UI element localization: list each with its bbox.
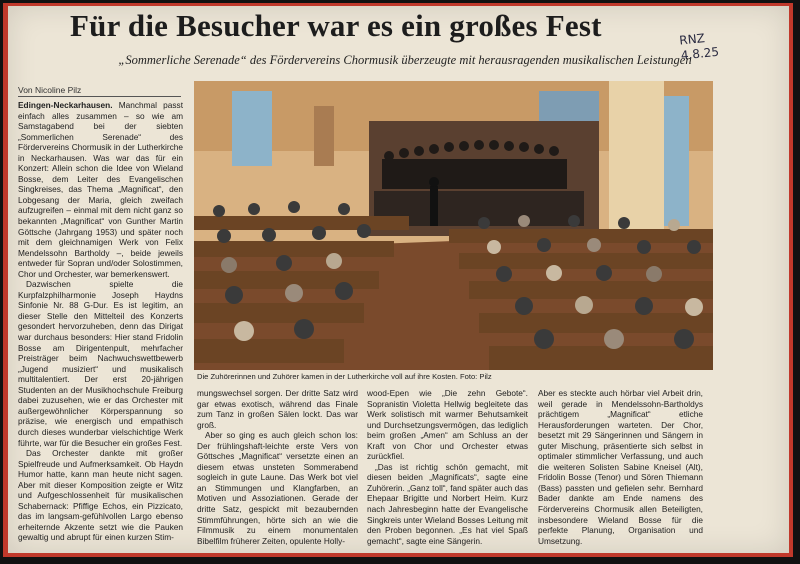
- paragraph-1-text: Manchmal passt einfach alles zusammen – so wie am Samstagabend bei der siebten „Sommerlichen Serenade“ des Fördervereins Chormusik in der Lutherkirche in Neckarhausen. Was war das für ein Konzert: Allein schon die Idee von Wieland Bosse, dem Leiter des Evangelischen Singkreises, das Thema „Magnificat“, den Lobgesang der Maria, gleich zweifach aufzugreifen – einmal mit dem nicht ganz so bekannten „Magnificat“ von Gunther Martin Göttsche (Jahrgang 1953) und später noch mit dem gleichnamigen Werk von Felix Mendelssohn Bartholdy –, beide jeweils entweder für Sopran und/oder Solostimmen, Chor und Orchester, war bemerkenswert.: [18, 100, 183, 279]
- photo-caption: Die Zuhörerinnen und Zuhörer kamen in der Lutherkirche voll auf ihre Kosten. Foto: Pilz: [197, 372, 492, 381]
- byline-rule: [18, 96, 181, 97]
- photo-pillar-left: [314, 106, 334, 166]
- dateline: Edingen-Neckarhausen.: [18, 100, 113, 110]
- paragraph-3: Das Orchester dankte mit großer Spielfreude und Aufmerksamkeit. Ob Haydn Humor hatte, kann man heute nicht sagen. Aber mit dieser Komposition zeigte er Witz und Aufgeschlossenheit für musikalischen Schabernack: Pfiffige Echos, ein Pizzicato, das im langsam-gefühlvollen Largo ebenso erheiternde Akzente setzt wie die Pauken gewaltig und abrupt für einen kurzen Stim-: [18, 448, 183, 543]
- photo-conductor: [430, 186, 438, 226]
- photo-pillar-right: [609, 81, 664, 241]
- handwritten-date: 4.8.25: [680, 44, 720, 63]
- concert-photo: [194, 81, 713, 370]
- paragraph-2: Dazwischen spielte die Kurpfalzphilharmonie Joseph Haydns Sinfonie Nr. 88 G-Dur. Es ist legitim, an dieser Stelle den Mittelteil des Konzerts gesondert hervorzuheben, denn das Dirigat war durchaus besonders: Hier stand Fridolin Bosse am Dirigentenpult, mehrfacher Preisträger beim Nachwuchswettbewerb „Jugend musiziert“ und musikalisch multitalentiert. Der erst 20-jährigen Studenten an der Musikhochschule Freiburg dabei zuzusehen, wie er das Orchester mit außergewöhnlicher Körperspannung so präzise, wie energisch und empathisch durch dieses wunderbar vielschichtige Werk führte, war für die Besucher ein großes Fest.: [18, 279, 183, 448]
- article-column-1: [18, 100, 183, 543]
- paragraph-8: Aber es steckte auch hörbar viel Arbeit drin, weil gerade in Mendelssohn-Bartholdys prächtigem „Magnificat“ etliche Herausforderungen warteten. Der Chor, besetzt mit 29 Sängerinnen und Sängern in guter Mischung, präsentierte sich selbst in optimaler stimmlicher Verfassung, und auch die weiteren Solisten Sabine Kneisel (Alt), Fridolin Bosse (Tenor) und Sören Thiemann (Bass) passten und gefielen sehr. Bernhard Bader dankte am Ende namens des Fördervereins Chormusik allen Beteiligten, insbesondere Wieland Bosse für die perfekte Planung, Organisation und Umsetzung.: [538, 388, 703, 546]
- article-column-3: [367, 388, 528, 546]
- photo-window-left: [232, 91, 272, 166]
- paragraph-1: [18, 100, 183, 279]
- headline: Für die Besucher war es ein großes Fest: [70, 8, 602, 43]
- article-column-4: [538, 388, 703, 546]
- article-column-2: [197, 388, 358, 546]
- paragraph-4: mungswechsel sorgen. Der dritte Satz wird gar etwas exotisch, während das Finale zum Tanz in großen Sälen lockt. Das war groß.: [197, 388, 358, 430]
- handwritten-source: RNZ: [678, 31, 706, 48]
- paragraph-7: „Das ist richtig schön gemacht, mit diesen beiden „Magnificats“, sagte eine Zuhörerin. „Ganz toll“, fand später auch das Ehepaar Brigitte und Norbert Heim. Kurz nach Jahresbeginn hatte der Evangelische Singkreis unter Wieland Bosses Leitung mit den Proben begonnen. „Es hat viel Spaß gemacht“, sagte eine Sängerin.: [367, 461, 528, 546]
- byline: Von Nicoline Pilz: [18, 85, 82, 95]
- church-concert-illustration: [194, 81, 713, 370]
- paragraph-6: wood-Epen wie „Die zehn Gebote“. Sopranistin Violetta Hellwig begleitete das Werk solistisch mit warmer Behutsamkeit und Durchsetzungsvermögen, das lediglich beim großen „Amen“ am Schluss an der Kraft von Chor und Orchester etwas zurückfiel.: [367, 388, 528, 462]
- subheadline: „Sommerliche Serenade“ des Fördervereins Chormusik überzeugte mit herausragenden musikalischen Leistungen: [118, 53, 692, 67]
- paragraph-5: Aber so ging es auch gleich schon los: Der frühlingshaft-leichte erste Vers von Göttsches „Magnificat“ versetzte einen an diesem etwas unsteten Sommerabend sogleich in gute Laune. Das Werk bot viel an Stimmungen und Klangfarben, an Motiven und Assoziationen. Gerade der dritte Satz, gespickt mit bezaubernden Stimmführungen, hörte sich an wie die Filmmusik zu einem monumentalen Bibelfilm früherer Zeiten, opulente Holly-: [197, 430, 358, 546]
